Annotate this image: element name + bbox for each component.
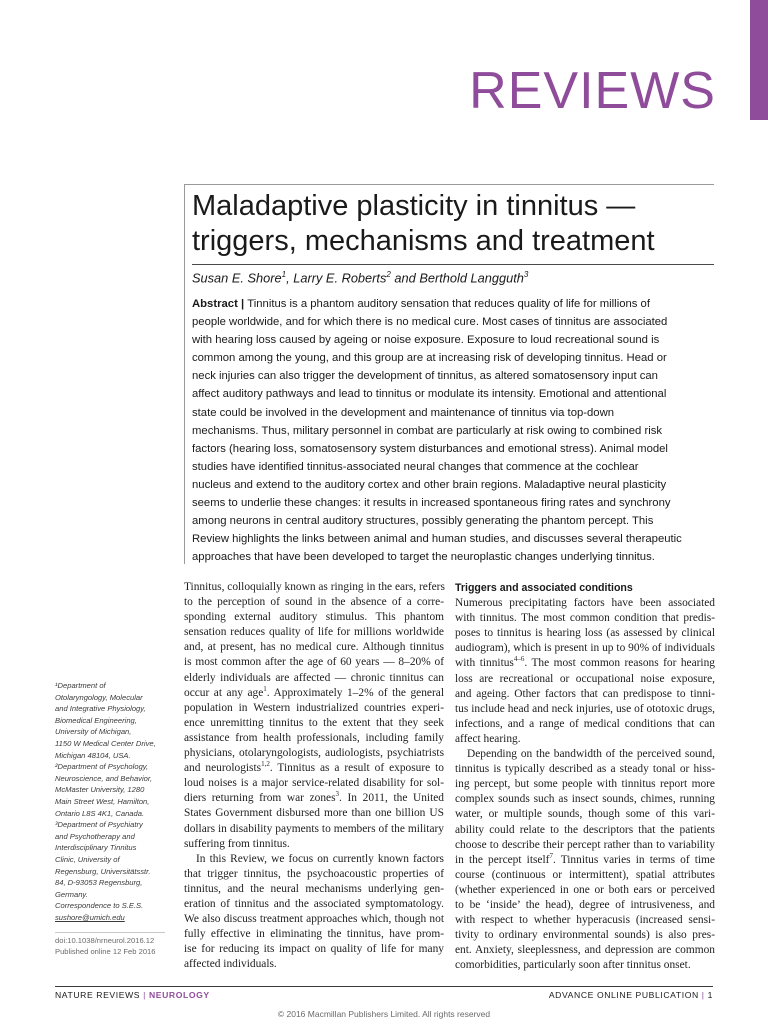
- journal-title: NEUROLOGY: [148, 990, 210, 1000]
- affiliation-line: ¹Department of: [55, 681, 106, 690]
- text-line: ent. Anxiety, sleeplessness, and depression are common: [455, 944, 715, 957]
- abstract-line: mechanisms. Thus, military personnel in combat are particularly at risk owing to combined risk: [192, 424, 663, 437]
- reference-citation[interactable]: 7: [549, 851, 553, 860]
- abstract-line: common among the young, and this group are at increasing risk of developing tinnitus. Head or: [192, 352, 667, 365]
- abstract-line: nucleus and extend to the auditory cortex and other brain regions. Maladaptive neural plasticity: [192, 478, 667, 491]
- affiliations-sidebar: [55, 680, 180, 923]
- author-name[interactable]: Larry E. Roberts: [293, 270, 387, 286]
- abstract-line: Review highlights the links between animal and human studies, and discusses several therapeutic: [192, 533, 682, 546]
- affiliation-line: Clinic, University of: [55, 854, 120, 864]
- text-run: . Approximately 1–2% of the general: [266, 686, 445, 699]
- affiliation-line: 84, D-93053 Regensburg,: [55, 878, 143, 888]
- affiliation-line: ²Department of Psychology,: [55, 762, 149, 772]
- body-column-left: [184, 580, 444, 972]
- affiliation-line: and Integrative Physiology,: [55, 704, 146, 714]
- doi-link[interactable]: doi:10.1038/nrneurol.2016.12: [55, 936, 155, 945]
- text-line: with tinnitus. The most common condition that predis-: [455, 612, 715, 625]
- doi-divider: [55, 932, 165, 933]
- text-line: ise for reducing its impact on quality of life for many: [184, 943, 444, 956]
- abstract-line: with hearing loss caused by ageing or noise exposure. Exposure to loud recreational sound is: [192, 334, 660, 347]
- affiliation-line: Biomedical Engineering,: [55, 715, 137, 725]
- text-run: . The most common reasons for hearing: [524, 657, 715, 670]
- text-line: tinnitus, and the neural mechanisms underlying gen-: [184, 882, 444, 895]
- abstract-line: factors (hearing loss, somatosensory system disturbances and emotional stress). Animal model: [192, 442, 668, 455]
- affiliation-line: Michigan 48104, USA.: [55, 750, 131, 760]
- title-line: triggers, mechanisms and treatment: [192, 225, 655, 257]
- text-line: affected individuals.: [184, 958, 277, 971]
- text-line: water, or multiple sounds, though some of this vari-: [455, 808, 715, 821]
- abstract-line: studies have identified tinnitus-associated neural changes that commence at the cochlear: [192, 460, 639, 473]
- abstract-line: state could be involved in the development and maintenance of tinnitus via top-down: [192, 406, 615, 419]
- author-affiliation-mark: 1: [281, 270, 287, 279]
- abstract-line: affect auditory pathways and lead to tinnitus or modulate its intensity. Emotional and attentional: [192, 388, 667, 401]
- text-run: occur at any age: [184, 686, 264, 699]
- text-line: physicians, otolaryngologists, audiologists, psychiatrists: [184, 747, 444, 760]
- text-run: . Tinnitus as a result of exposure to: [269, 762, 445, 775]
- author-separator: ,: [286, 270, 294, 286]
- affiliation-line: University of Michigan,: [55, 727, 132, 737]
- journal-name: [55, 990, 210, 1000]
- text-run: and neurologists: [184, 762, 262, 775]
- author-affiliation-mark: 3: [523, 270, 529, 279]
- abstract-line: approaches that have been developed to target the neuroplastic changes underlying tinnitus.: [192, 551, 655, 564]
- text-line: fully effective in eliminating the tinnitus, have prom-: [184, 928, 444, 941]
- text-line: [455, 656, 715, 671]
- text-line: tinnitus is typically described as a steady tonal or hiss-: [455, 763, 715, 776]
- journal-prefix: NATURE REVIEWS: [55, 990, 141, 1000]
- reference-citation[interactable]: 4–6: [513, 655, 525, 664]
- text-line: tus include head and neck injuries, use of ototoxic drugs,: [455, 702, 715, 715]
- affiliation-line: 1150 W Medical Center Drive,: [55, 738, 156, 748]
- text-line: and ageing. Other factors that can predispose to tinni-: [455, 687, 715, 700]
- reference-citation[interactable]: 3: [335, 790, 340, 799]
- text-line: ing percept, but some people with tinnitus report more: [455, 778, 715, 791]
- affiliation-line: Germany.: [55, 889, 88, 899]
- affiliation-line: Otolaryngology, Molecular: [55, 692, 143, 702]
- journal-separator: |: [140, 990, 149, 1000]
- copyright-notice: © 2016 Macmillan Publishers Limited. All rights reserved: [277, 1009, 491, 1019]
- author-separator: and: [390, 270, 420, 286]
- text-line: audiogram), which is present in up to 90% of individuals: [455, 642, 715, 655]
- text-line: suffering from tinnitus.: [184, 837, 290, 850]
- body-column-right: [455, 581, 715, 973]
- text-line: eration of tinnitus and the associated symptomatology.: [184, 897, 444, 910]
- abstract-line: neck injuries can also trigger the development of tinnitus, as altered somatosensory input can: [192, 370, 658, 383]
- author-name[interactable]: Berthold Langguth: [419, 270, 524, 286]
- affiliation-line: Regensburg, Universitätsstr.: [55, 866, 151, 876]
- affiliation-line: and Psychotherapy and: [55, 831, 135, 841]
- text-line: [184, 761, 444, 776]
- affiliation-line: Main Street West, Hamilton,: [55, 796, 150, 806]
- publication-label: ADVANCE ONLINE PUBLICATION: [548, 990, 699, 1000]
- text-line: [184, 791, 444, 806]
- title-box-top-rule: [184, 184, 714, 185]
- publication-info: [55, 935, 180, 957]
- reference-citation[interactable]: 1: [263, 684, 267, 693]
- section-heading: Triggers and associated conditions: [455, 582, 633, 594]
- title-box-left-rule: [184, 184, 185, 564]
- text-line: to be ‘inside’ the head), degree of intrusiveness, and: [455, 898, 715, 911]
- text-line: to the perception of sound in the absence of a corre-: [184, 596, 444, 609]
- page-number: 1: [707, 990, 713, 1000]
- text-line: is most common after the age of 60 years — 8–20% of: [184, 656, 444, 669]
- text-line: Depending on the bandwidth of the perceived sound,: [467, 748, 715, 761]
- text-run: . Tinnitus varies in terms of time: [552, 853, 715, 866]
- abstract-text: Tinnitus is a phantom auditory sensation that reduces quality of life for millions of: [247, 298, 650, 310]
- text-line: tivity to ordinary environmental sounds) is also pres-: [455, 929, 715, 942]
- text-line: ence unremitting tinnitus to the extent that they seek: [184, 716, 444, 729]
- text-line: loud noises is a major service-related disability for sol-: [184, 777, 444, 790]
- text-line: with respect to whether hyperacusis (increased sensi-: [455, 914, 715, 927]
- text-run: diers returning from war zones: [184, 792, 336, 805]
- affiliation-line: Neuroscience, and Behavior,: [55, 773, 153, 783]
- affiliation-line: ³Department of Psychiatry: [55, 820, 143, 830]
- article-title: [192, 189, 712, 259]
- reference-citation[interactable]: 1,2: [261, 760, 270, 769]
- affiliation-line: Interdisciplinary Tinnitus: [55, 843, 137, 853]
- affiliation-line: Ontario L8S 4K1, Canada.: [55, 808, 145, 818]
- text-line: [184, 686, 444, 701]
- title-line: Maladaptive plasticity in tinnitus —: [192, 190, 636, 222]
- text-line: In this Review, we focus on currently known factors: [196, 852, 444, 865]
- author-name[interactable]: Susan E. Shore: [192, 270, 282, 286]
- text-line: poses to tinnitus is hearing loss (as assessed by clinical: [455, 627, 715, 640]
- text-line: comorbidities, particularly soon after tinnitus onset.: [455, 959, 691, 972]
- abstract: [192, 295, 714, 566]
- text-line: loss are recreational or occupational noise exposure,: [455, 672, 715, 685]
- text-line: and, at present, has no medical cure. Although tinnitus: [184, 641, 444, 654]
- text-line: sponding external auditory stimulus. This phantom: [184, 611, 444, 624]
- author-affiliation-mark: 2: [386, 270, 391, 279]
- text-line: that trigger tinnitus, the psychoacoustic properties of: [184, 867, 444, 880]
- text-run: . In 2011, the United: [339, 792, 444, 805]
- text-line: dollars in disability payments to members of the military: [184, 822, 444, 835]
- text-line: Tinnitus, colloquially known as ringing in the ears, refers: [184, 581, 445, 593]
- abstract-line: [192, 295, 714, 313]
- abstract-line: among neurons in central auditory structures, possibly generating the phantom percept. This: [192, 515, 654, 528]
- affiliation-line: Correspondence to S.E.S.: [55, 901, 144, 911]
- text-line: ability could relate to the descriptors that the patients: [455, 823, 715, 836]
- text-line: elderly individuals are affected — chronic tinnitus can: [184, 671, 444, 684]
- text-line: complex sounds such as insect sounds, chimes, running: [455, 793, 715, 806]
- text-line: assistance from health professionals, including family: [184, 731, 444, 744]
- text-line: population in Western industrialized countries experi-: [184, 701, 444, 714]
- abstract-lead: Abstract |: [192, 298, 248, 310]
- text-line: affect hearing.: [455, 732, 521, 745]
- text-line: We also discuss treatment approaches which, though not: [184, 913, 444, 926]
- text-line: States Government disbursed more than one billion US: [184, 807, 444, 820]
- text-line: choose to describe their percept rather than to variability: [455, 838, 715, 851]
- title-divider: [192, 264, 714, 265]
- footer-divider: [55, 986, 713, 987]
- text-run: in the percept itself: [455, 853, 550, 866]
- text-line: [455, 853, 715, 868]
- text-line: Numerous precipitating factors have been associated: [455, 597, 715, 610]
- abstract-line: people worldwide, and for which there is no medical cure. Most cases of tinnitus are associated: [192, 316, 668, 329]
- author-list: [192, 270, 528, 285]
- abstract-line: seems to underlie these changes: it results in increased spontaneous firing rates and synchrony: [192, 497, 671, 510]
- text-line: course (continuous or intermittent), spatial attributes: [455, 868, 715, 881]
- text-line: (whether experienced in one or both ears or perceived: [455, 883, 715, 896]
- correspondence-email-link[interactable]: sushore@umich.edu: [55, 912, 125, 922]
- page-separator: |: [698, 990, 708, 1000]
- section-label: REVIEWS: [469, 62, 716, 120]
- affiliation-line: McMaster University, 1280: [55, 785, 145, 795]
- section-color-tab: [750, 0, 768, 120]
- text-line: infections, and a range of medical conditions that can: [455, 717, 715, 730]
- published-date: Published online 12 Feb 2016: [55, 947, 156, 956]
- text-run: with tinnitus: [455, 657, 514, 670]
- text-line: sensation reduces quality of life for millions worldwide: [184, 626, 444, 639]
- publication-status: [549, 990, 713, 1000]
